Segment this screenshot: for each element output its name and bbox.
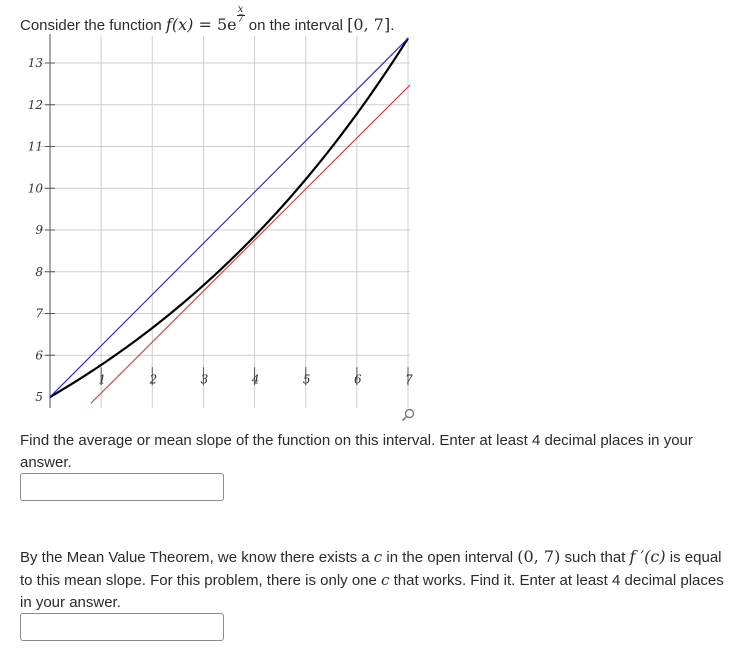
question-mean-slope: Find the average or mean slope of the function on this interval. Enter at least 4 decimal places in your answer. bbox=[20, 432, 693, 471]
x-tick-label: 5 bbox=[302, 372, 311, 387]
function-graph[interactable] bbox=[10, 28, 413, 408]
x-tick-label: 4 bbox=[251, 372, 260, 387]
y-tick-label: 9 bbox=[35, 223, 43, 237]
mean-slope-input[interactable] bbox=[20, 473, 224, 501]
y-tick-label: 5 bbox=[35, 390, 43, 404]
function-expression: f(x) = 5e $\frac{x}{7}$ bbox=[165, 4, 244, 34]
y-tick-label: 6 bbox=[35, 348, 43, 363]
problem-statement: Consider the function f(x) = 5e $\frac{x}{7}$ on the interval [0, 7]. bbox=[20, 4, 395, 34]
magnifier-icon[interactable] bbox=[401, 408, 415, 422]
x-tick-label: 7 bbox=[405, 372, 413, 387]
x-tick-label: 1 bbox=[98, 372, 106, 387]
y-tick-label: 8 bbox=[35, 264, 43, 279]
y-tick-label: 10 bbox=[27, 181, 43, 196]
x-tick-label: 6 bbox=[354, 372, 362, 387]
c-value-input[interactable] bbox=[20, 613, 224, 641]
x-tick-label: 3 bbox=[200, 372, 209, 387]
question-mvt: By the Mean Value Theorem, we know there exists a c in the open interval (0, 7) such that f ′(c) is equal to this mean slope. For this problem, there is only one c that works. Find it. Enter at least 4 decimal places in your answer. bbox=[20, 547, 724, 611]
secant-line bbox=[50, 38, 408, 397]
x-tick-label: 2 bbox=[149, 372, 158, 387]
y-tick-label: 11 bbox=[27, 139, 43, 154]
intro-text: Consider the function bbox=[20, 17, 166, 34]
interval-expression: [0, 7] bbox=[347, 15, 391, 34]
y-tick-label: 12 bbox=[27, 97, 43, 112]
y-tick-label: 7 bbox=[35, 306, 43, 321]
exponent-fraction: $\frac{x}{7}$ bbox=[237, 4, 244, 25]
y-tick-label: 13 bbox=[27, 56, 43, 70]
